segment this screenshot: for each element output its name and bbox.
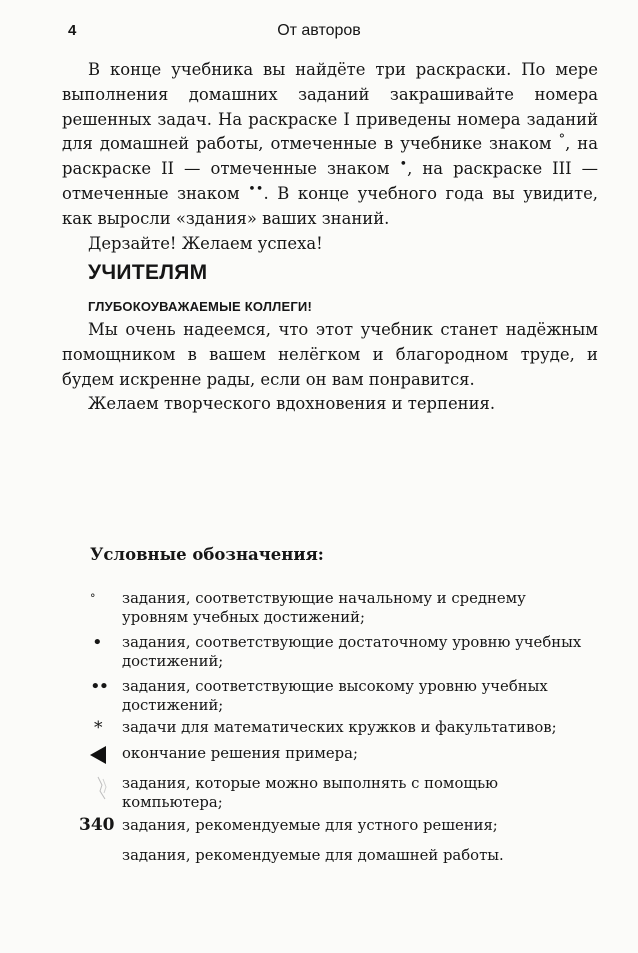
running-header: От авторов xyxy=(277,22,361,39)
computer-hand-svg xyxy=(94,773,112,803)
page-number: 4 xyxy=(68,22,77,39)
colleagues-heading: ГЛУБОКОУВАЖАЕМЫЕ КОЛЛЕГИ! xyxy=(88,299,312,314)
teachers-section xyxy=(62,318,598,417)
legend-item-oral: 340 задания, рекомендуемые для устного решения; xyxy=(79,815,498,835)
intro-paragraph: В конце учебника вы найдёте три раскраски. По мере выполнения домашних заданий закрашивайте номера решенных задач. На раскраске I приведены номера заданий для домашней работы, отмеченные в учебнике знаком °, на раскраске II — отмеченные знаком •, на раскраске III — отмеченные знаком ••. В конце учебного года вы увидите, как выросли «здания» ваших знаний. xyxy=(62,60,598,228)
legend-item-sufficient: • задания, соответствующие достаточному уровню учебных достижений; xyxy=(92,632,582,670)
teachers-paragraph: Мы очень надеемся, что этот учебник станет надёжным помощником в вашем нелёгком и благородном труде, и будем искренне рады, если он вам понравится. xyxy=(62,320,598,389)
intro-section xyxy=(62,58,598,256)
legend-title: Условные обозначения: xyxy=(90,545,324,564)
legend-item-end-of-solution: окончание решения примера; xyxy=(62,745,592,775)
legend-item-homework: задания, рекомендуемые для домашней работы. xyxy=(122,847,504,864)
double-dot-mark: •• xyxy=(248,182,264,198)
legend-item-basic: ° задания, соответствующие начальному и среднему уровням учебных достижений; xyxy=(90,590,526,626)
legend-item-high: •• задания, соответствующие высокому уровню учебных достижений; xyxy=(90,676,548,714)
intro-wish: Дерзайте! Желаем успеха! xyxy=(88,233,323,253)
legend-item-circles: * задачи для математических кружков и факультативов; xyxy=(94,718,557,738)
legend-item-computer: задания, которые можно выполнять с помощью компьютера; xyxy=(62,775,592,817)
teachers-heading: УЧИТЕЛЯМ xyxy=(88,261,208,284)
legend-list xyxy=(62,590,592,871)
dot-mark: • xyxy=(399,157,408,173)
circle-mark: ° xyxy=(558,132,566,148)
teachers-wish: Желаем творческого вдохновения и терпения. xyxy=(88,394,496,414)
